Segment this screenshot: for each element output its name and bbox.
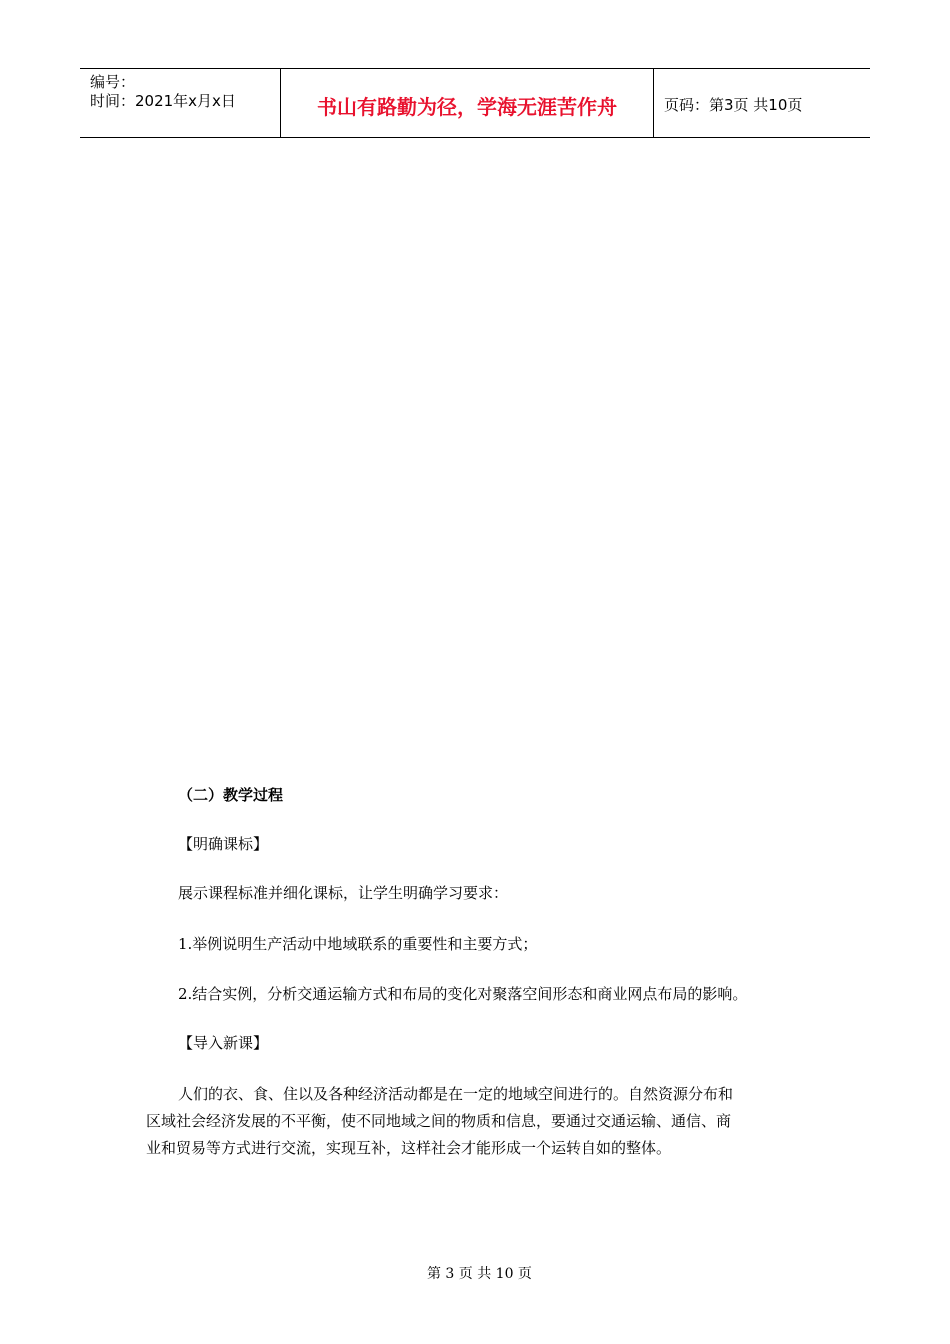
number-label: 编号： — [90, 73, 136, 91]
motto-text: 书山有路勤为径，学海无涯苦作舟 — [317, 95, 617, 119]
page-footer — [0, 1247, 950, 1283]
footer-page-number: 第 3 页 共 10 页 — [426, 1266, 532, 1282]
date-label: 时间：2021年x月x日 — [90, 92, 236, 110]
list-item-1: 1.举例说明生产活动中地域联系的重要性和主要方式； — [178, 935, 538, 953]
bracket-heading-intro: 【导入新课】 — [178, 1034, 269, 1052]
paragraph-line-3: 业和贸易等方式进行交流，实现互补，这样社会才能形成一个运转自如的整体。 — [146, 1139, 672, 1157]
paragraph-line-1: 人们的衣、食、住以及各种经济活动都是在一定的地域空间进行的。自然资源分布和 — [178, 1085, 734, 1103]
bracket-heading-standards: 【明确课标】 — [178, 835, 269, 853]
section-title: （二）教学过程 — [178, 786, 284, 804]
intro-paragraph — [146, 1081, 806, 1162]
header-motto-cell — [281, 69, 654, 137]
list-item-2: 2.结合实例，分析交通运输方式和布局的变化对聚落空间形态和商业网点布局的影响。 — [178, 985, 748, 1003]
header-page-cell — [654, 69, 870, 137]
paragraph-line-2: 区域社会经济发展的不平衡，使不同地域之间的物质和信息，要通过交通运输、通信、商 — [146, 1112, 732, 1130]
document-header — [80, 68, 870, 138]
header-meta-cell — [80, 69, 281, 137]
intro-text: 展示课程标准并细化课标，让学生明确学习要求： — [178, 884, 509, 902]
header-page-info: 页码：第3页 共10页 — [664, 96, 803, 114]
